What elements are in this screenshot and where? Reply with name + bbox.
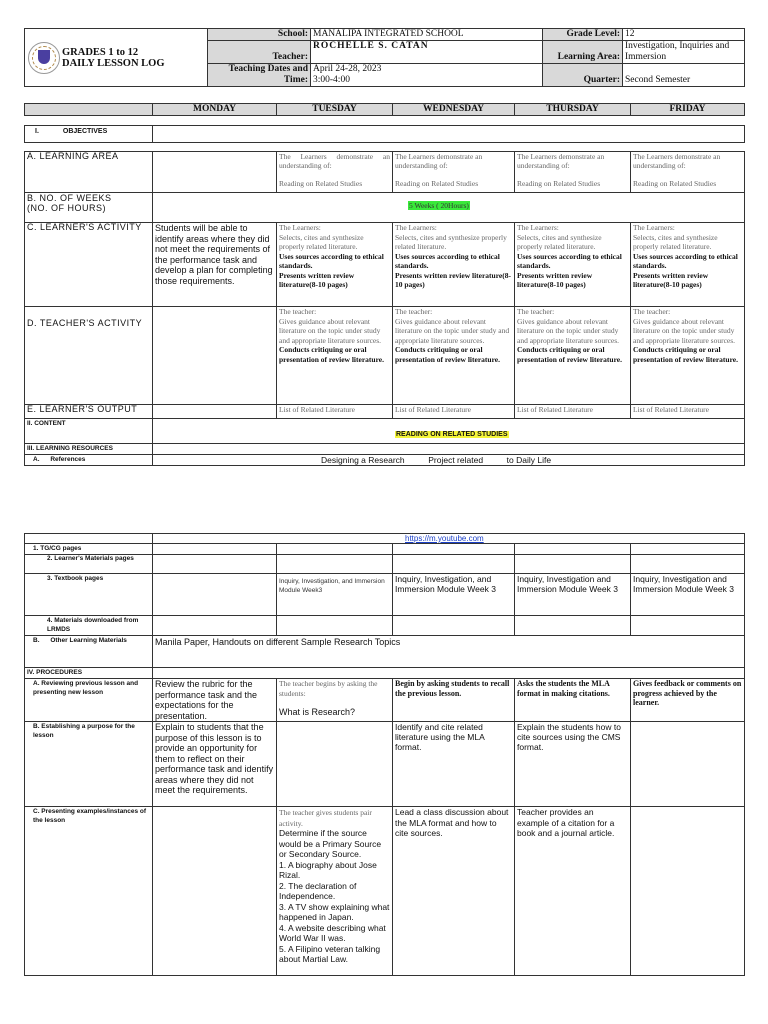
procedure-a-monday: Review the rubric for the performance task and the expectations for the presentation.: [153, 679, 277, 722]
procedures-row: [25, 668, 745, 679]
lm-wednesday: [393, 555, 515, 574]
learning-area-friday: The Learners demonstrate an understanding of: Reading on Related Studies: [631, 152, 745, 193]
day-header-blank: [25, 104, 153, 116]
textbook-friday: Inquiry, Investigation and Immersion Module Week 3: [631, 574, 745, 616]
learning-resources-value: [153, 444, 745, 455]
teachers-activity-wednesday: The teacher: Gives guidance about relevant literature on the topic under study and appropriate literature sources. Conducts critiquing or oral presentation of review literature.: [393, 307, 515, 405]
teachers-activity-row: [25, 307, 745, 405]
procedure-c-tuesday: The teacher gives students pair activity. Determine if the source would be a Primary Source or Secondary Source. 1. A biography about Jose Rizal. 2. The declaration of Independence. 3. A TV show explaining what happened in Japan. 4. A website describing what World War II was. 5. A Filipino veteran talking about Martial Law.: [277, 807, 393, 976]
tg-cg-thursday: [515, 544, 631, 555]
procedures-label: IV. PROCEDURES: [25, 668, 153, 679]
learning-area-tuesday: The Learners demonstrate an understanding of: Reading on Related Studies: [277, 152, 393, 193]
procedure-b-wednesday: Identify and cite related literature using the MLA format.: [393, 722, 515, 807]
learning-area-value: Investigation, Inquiries and Immersion: [623, 41, 745, 64]
learning-area-thursday: The Learners demonstrate an understanding of: Reading on Related Studies: [515, 152, 631, 193]
procedure-c-friday: [631, 807, 745, 976]
tg-cg-label: 1. TG/CG pages: [25, 544, 153, 555]
school-value: MANALIPA INTEGRATED SCHOOL: [311, 29, 543, 41]
learning-resources-row: [25, 444, 745, 455]
lrmds-thursday: [515, 616, 631, 636]
link-cell: [153, 534, 745, 544]
learners-activity-label: C. LEARNER'S ACTIVITY: [25, 223, 153, 307]
quarter-label: Quarter:: [543, 64, 623, 87]
procedure-b-thursday: Explain the students how to cite sources using the CMS format.: [515, 722, 631, 807]
learners-output-friday: List of Related Literature: [631, 405, 745, 419]
teachers-activity-thursday: The teacher: Gives guidance about relevant literature on the topic under study and appropriate literature sources. Conducts critiquing or oral presentation of review literature.: [515, 307, 631, 405]
content-value: READING ON RELATED STUDIES: [396, 431, 508, 438]
learners-activity-friday: The Learners: Selects, cites and synthesize properly related literature. Uses sources according to ethical standards. Presents written review literature(8-10 pages): [631, 223, 745, 307]
other-materials-value: Manila Paper, Handouts on different Sample Research Topics: [153, 636, 745, 668]
learning-resources-label: III. LEARNING RESOURCES: [25, 444, 153, 455]
teachers-activity-label: D. TEACHER'S ACTIVITY: [25, 307, 153, 405]
textbook-monday: [153, 574, 277, 616]
objectives-row: [24, 125, 745, 143]
teacher-label: Teacher:: [208, 41, 311, 64]
textbook-row: [25, 574, 745, 616]
references-label: A. References: [25, 454, 153, 465]
title-cell: [25, 29, 208, 87]
objectives-value: [153, 126, 745, 143]
lrmds-wednesday: [393, 616, 515, 636]
teachers-activity-monday: [153, 307, 277, 405]
tg-cg-row: [25, 544, 745, 555]
procedures-value: [153, 668, 745, 679]
lrmds-row: [25, 616, 745, 636]
content-label: II. CONTENT: [25, 419, 153, 444]
teaching-dates-label: Teaching Dates and Time:: [208, 64, 311, 87]
weeks-value-cell: [153, 193, 745, 223]
procedure-b-monday: Explain to students that the purpose of this lesson is to provide an opportunity for them to reflect on their performance task and identify areas where they did not meet the requirements.: [153, 722, 277, 807]
link-row-label: [25, 534, 153, 544]
learners-activity-thursday: The Learners: Selects, cites and synthesize properly related literature. Uses sources according to ethical standards. Presents written review literature(8-10 pages): [515, 223, 631, 307]
school-label: School:: [208, 29, 311, 41]
procedure-b-friday: [631, 722, 745, 807]
quarter-value: Second Semester: [623, 64, 745, 87]
link-row: [25, 534, 745, 544]
learners-output-wednesday: List of Related Literature: [393, 405, 515, 419]
procedure-b-label: B. Establishing a purpose for the lesson: [25, 722, 153, 807]
procedure-a-tuesday: The teacher begins by asking the students: What is Research?: [277, 679, 393, 722]
day-header-row: [24, 103, 745, 116]
learners-materials-row: [25, 555, 745, 574]
weeks-label: B. NO. OF WEEKS (NO. OF HOURS): [25, 193, 153, 223]
document-title: GRADES 1 to 12 DAILY LESSON LOG: [62, 46, 165, 69]
lrmds-tuesday: [277, 616, 393, 636]
learners-activity-row: [25, 223, 745, 307]
tg-cg-tuesday: [277, 544, 393, 555]
deped-seal-icon: [28, 42, 60, 74]
teacher-value: ROCHELLE S. CATAN: [311, 41, 543, 64]
tg-cg-monday: [153, 544, 277, 555]
learners-output-monday: [153, 405, 277, 419]
textbook-wednesday: Inquiry, Investigation, and Immersion Module Week 3: [393, 574, 515, 616]
day-header-thursday: THURSDAY: [515, 104, 631, 116]
learning-area-wednesday: The Learners demonstrate an understanding of: Reading on Related Studies: [393, 152, 515, 193]
teaching-dates-value: April 24-28, 2023 3:00-4:00: [311, 64, 543, 87]
procedure-c-thursday: Teacher provides an example of a citation for a book and a journal article.: [515, 807, 631, 976]
header-table: [24, 28, 745, 87]
textbook-thursday: Inquiry, Investigation and Immersion Module Week 3: [515, 574, 631, 616]
procedure-b-tuesday: [277, 722, 393, 807]
day-header-tuesday: TUESDAY: [277, 104, 393, 116]
learners-activity-tuesday: The Learners: Selects, cites and synthesize properly related literature. Uses sources according to ethical standards. Presents written review literature(8-10 pages): [277, 223, 393, 307]
learners-materials-label: 2. Learner's Materials pages: [25, 555, 153, 574]
learning-area-label: Learning Area:: [543, 41, 623, 64]
learners-activity-monday: Students will be able to identify areas where they did not meet the requirements of the performance task and develop a plan for completing those requirements.: [153, 223, 277, 307]
day-header-wednesday: WEDNESDAY: [393, 104, 515, 116]
textbook-tuesday: Inquiry, Investigation, and Immersion Module Week3: [277, 574, 393, 616]
weeks-row: [25, 193, 745, 223]
teachers-activity-tuesday: The teacher: Gives guidance about relevant literature on the topic under study and appropriate literature sources. Conducts critiquing or oral presentation of review literature.: [277, 307, 393, 405]
procedure-c-row: [25, 807, 745, 976]
youtube-link[interactable]: https://m.youtube.com: [405, 534, 484, 543]
procedure-a-row: [25, 679, 745, 722]
procedure-c-wednesday: Lead a class discussion about the MLA format and how to cite sources.: [393, 807, 515, 976]
grade-level-label: Grade Level:: [543, 29, 623, 41]
learners-activity-wednesday: The Learners: Selects, cites and synthesize properly related literature. Uses sources according to ethical standards. Presents written review literature(8-10 pages): [393, 223, 515, 307]
lm-thursday: [515, 555, 631, 574]
tg-cg-wednesday: [393, 544, 515, 555]
learning-area-row: [25, 152, 745, 193]
tg-cg-friday: [631, 544, 745, 555]
references-row: [25, 454, 745, 465]
procedure-c-label: C. Presenting examples/instances of the lesson: [25, 807, 153, 976]
weeks-value: 5 Weeks ( 20Hours): [409, 201, 469, 210]
other-materials-label: B. Other Learning Materials: [25, 636, 153, 668]
content-row: [25, 419, 745, 444]
learning-area-monday: [153, 152, 277, 193]
lm-tuesday: [277, 555, 393, 574]
day-header-monday: MONDAY: [153, 104, 277, 116]
learners-output-thursday: List of Related Literature: [515, 405, 631, 419]
learners-output-tuesday: List of Related Literature: [277, 405, 393, 419]
procedure-a-wednesday: Begin by asking students to recall the previous lesson.: [393, 679, 515, 722]
lrmds-monday: [153, 616, 277, 636]
procedure-c-monday: [153, 807, 277, 976]
other-materials-row: [25, 636, 745, 668]
learners-output-row: [25, 405, 745, 419]
procedure-b-row: [25, 722, 745, 807]
learning-area-label: A. LEARNING AREA: [25, 152, 153, 193]
procedure-a-thursday: Asks the students the MLA format in making citations.: [515, 679, 631, 722]
procedure-a-label: A. Reviewing previous lesson and presenting new lesson: [25, 679, 153, 722]
textbook-label: 3. Textbook pages: [25, 574, 153, 616]
lrmds-label: 4. Materials downloaded from LRMDS: [25, 616, 153, 636]
procedure-a-friday: Gives feedback or comments on progress achieved by the learner.: [631, 679, 745, 722]
resources-procedures-table: [24, 533, 745, 976]
objectives-label: I. OBJECTIVES: [25, 126, 153, 143]
lrmds-friday: [631, 616, 745, 636]
content-value-cell: [153, 419, 745, 444]
teachers-activity-friday: The teacher: Gives guidance about relevant literature on the topic under study and appropriate literature sources. Conducts critiquing or oral presentation of review literature.: [631, 307, 745, 405]
grade-level-value: 12: [623, 29, 745, 41]
day-header-friday: FRIDAY: [631, 104, 745, 116]
lesson-table: [24, 151, 745, 466]
lm-monday: [153, 555, 277, 574]
references-value: Designing a Research Project related to Daily Life: [153, 454, 745, 465]
learners-output-label: E. LEARNER'S OUTPUT: [25, 405, 153, 419]
lm-friday: [631, 555, 745, 574]
